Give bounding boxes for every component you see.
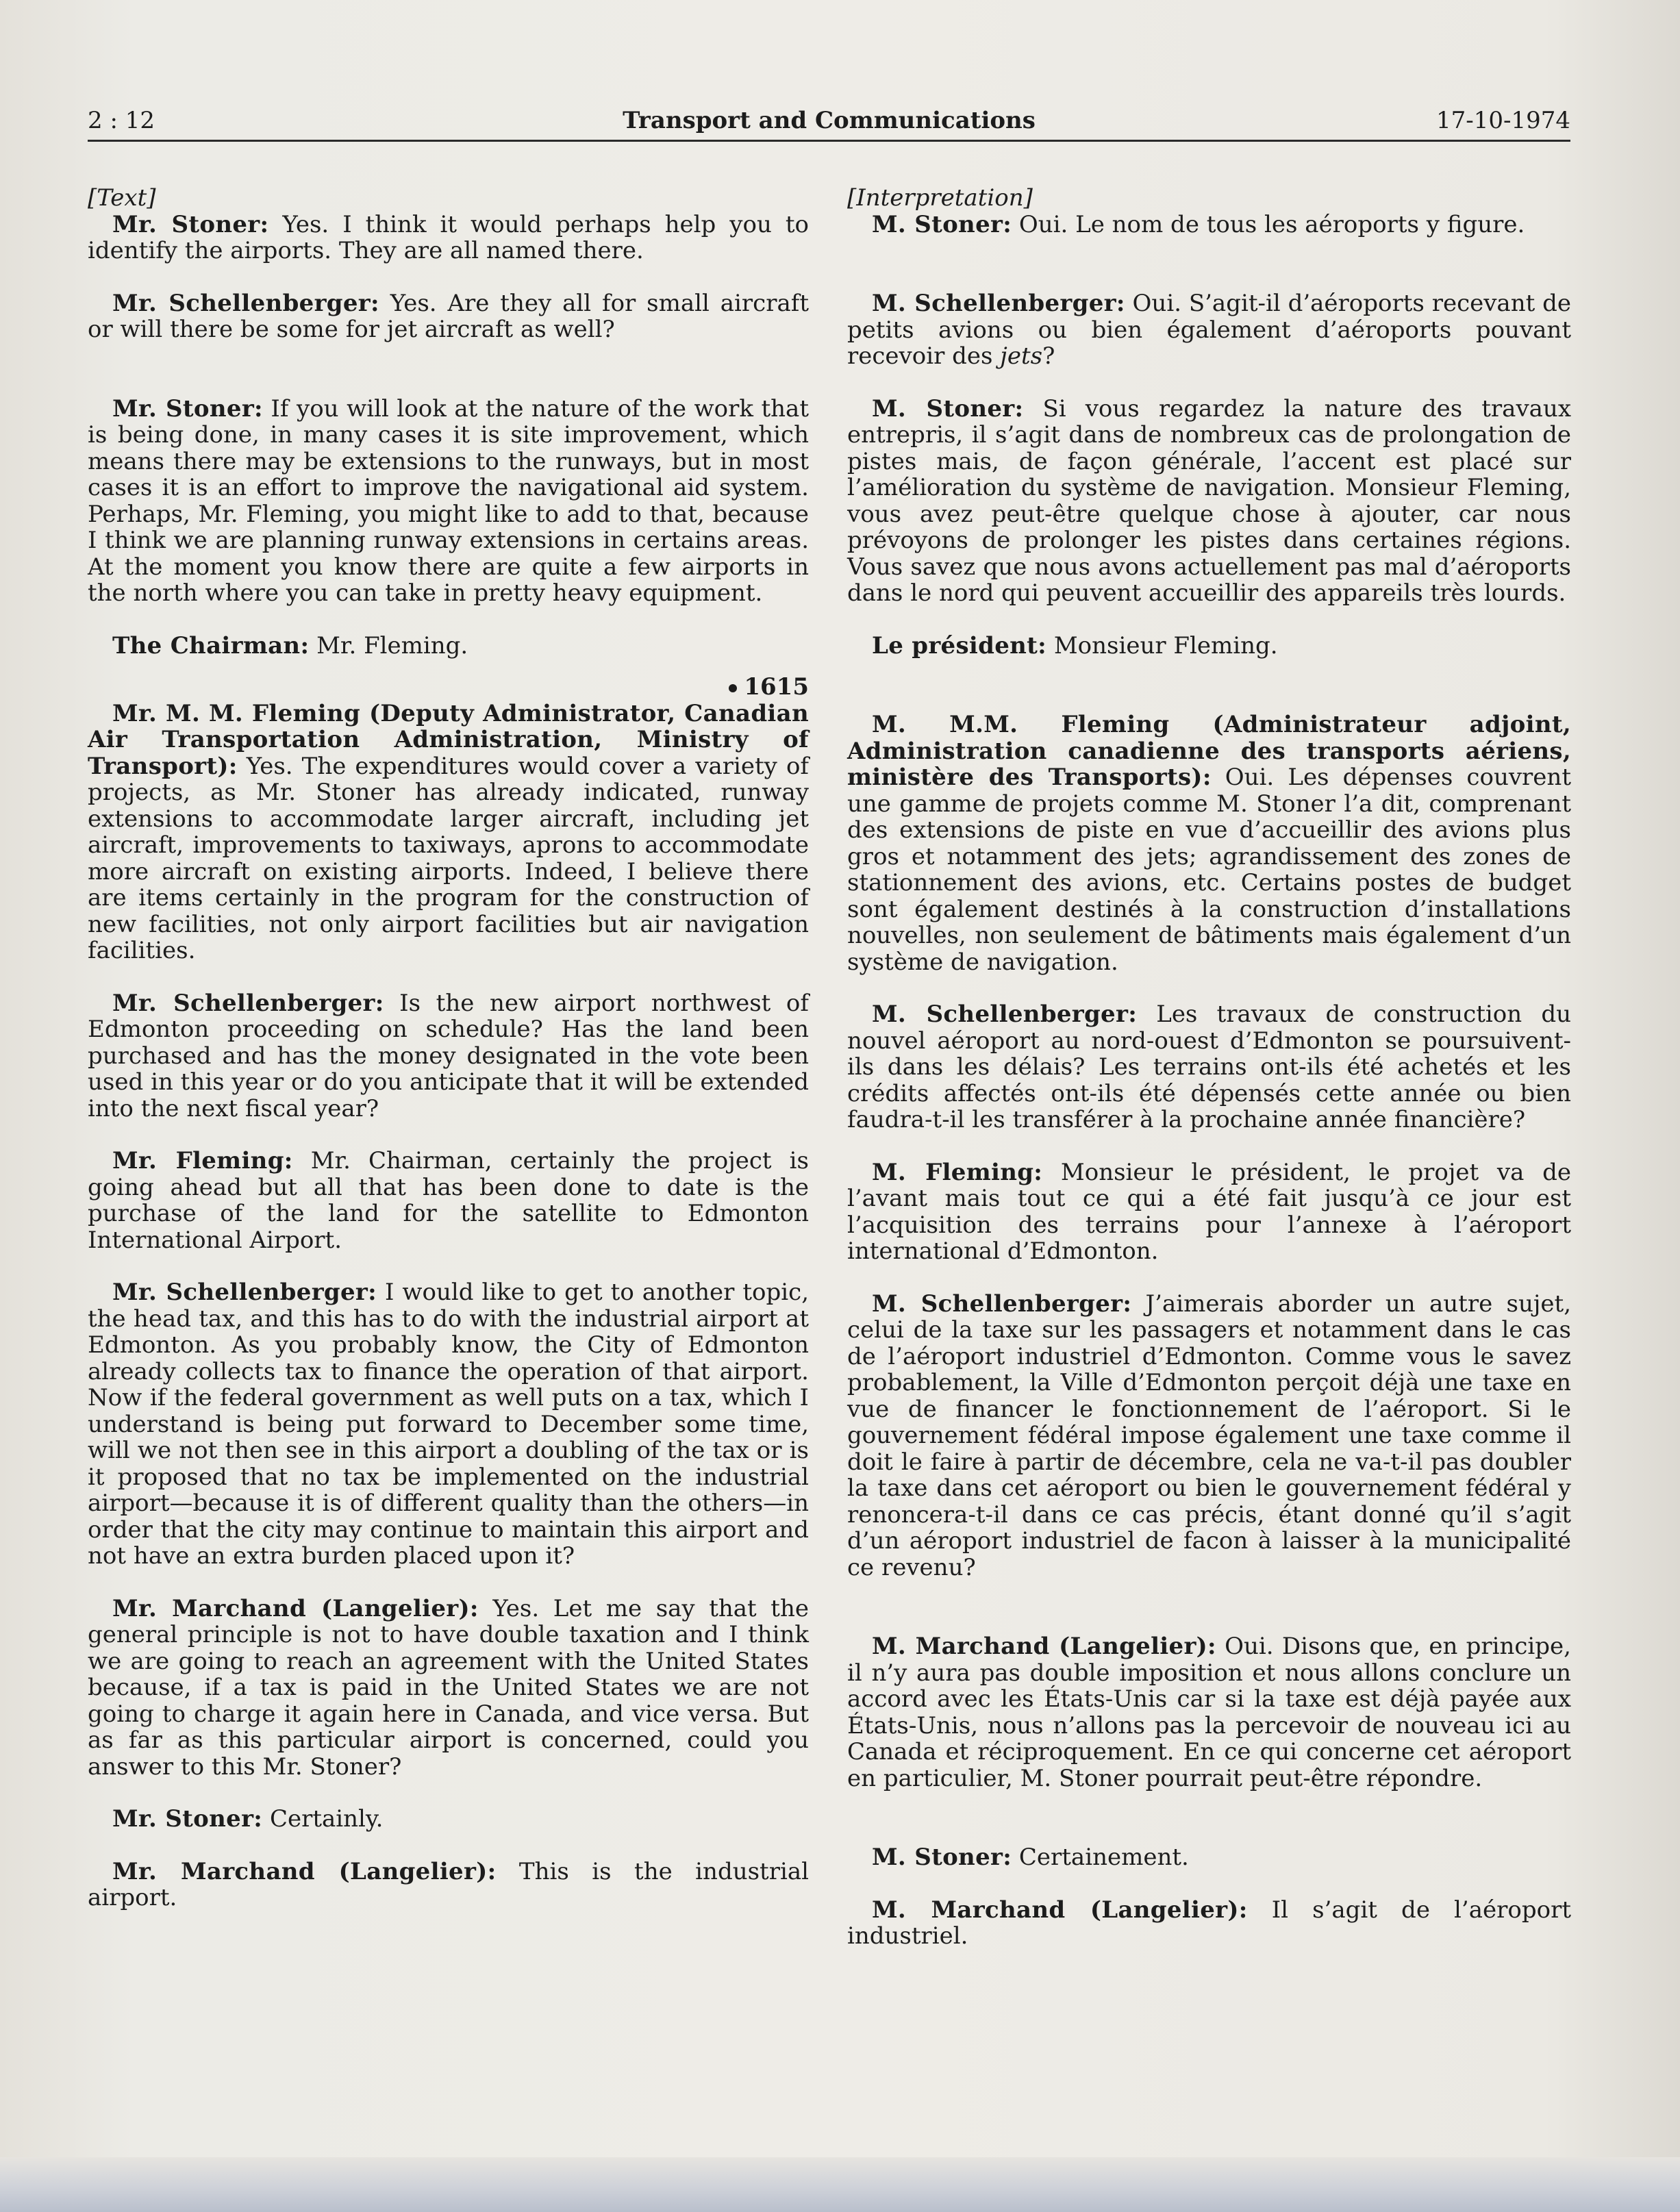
- speaker: Mr. Schellenberger:: [112, 1279, 377, 1306]
- paragraph: Le président: Monsieur Fleming.: [872, 631, 1278, 659]
- paragraph: M. Stoner: Si vous regardez la nature des travaux entrepris, il s’agit dans de nombreux cas de prolongation de pistes mais, de façon générale, l’accent est placé sur l’amélioration du système de navigation. Monsieur Fleming, vous avez peut-être quelque chose à ajouter, car nous prévoyons de prolonger les pistes dans certaines régions. Vous savez que nous avons actuellement pas mal d’aéroports dans le nord qui peuvent accueillir des appareils très lourds.: [847, 394, 1572, 607]
- paragraph: Mr. Fleming: Mr. Chairman, certainly the project is going ahead but all that has been done to date is the purchase of the land for the satellite to Edmonton International Airport.: [88, 1147, 809, 1254]
- speaker: M. Stoner:: [872, 394, 1024, 423]
- header-date: 17-10-1974: [1435, 107, 1570, 134]
- timestamp: 1615: [88, 674, 809, 701]
- paragraph: M. Schellenberger: Les travaux de construction du nouvel aéroport au nord-ouest d’Edmonton se poursuivent-ils dans les délais? Les terrains ont-ils été achetés et les crédits affectés ont-ils été dépensés cette année ou bien faudra-t-il les transférer à la prochaine année financière?: [847, 1001, 1571, 1133]
- speaker: Mr. Stoner:: [112, 394, 263, 423]
- page-bottom-edge: [0, 2157, 1680, 2212]
- paragraph: The Chairman: Mr. Fleming.: [112, 631, 468, 659]
- section-tag: [Text]: [88, 184, 156, 212]
- publication-title: Transport and Communications: [623, 107, 1036, 134]
- speaker: Mr. Fleming:: [112, 1147, 293, 1174]
- paragraph: M. Schellenberger: Oui. S’agit-il d’aéroports recevant de petits avions ou bien également d’aéroports pouvant recevoir des jets?: [847, 290, 1571, 370]
- paragraph: Mr. Stoner: Certainly.: [112, 1805, 384, 1833]
- paragraph: M. Marchand (Langelier): Oui. Disons que, en principe, il n’y aura pas double imposition et nous allons conclure un accord avec les États-Unis car si la taxe est déjà payée aux États-Unis, nous n’allons pas la percevoir de nouveau ici au Canada et réciproquement. En ce qui concerne cet aéroport en particulier, M. Stoner pourrait peut-être répondre.: [847, 1633, 1571, 1792]
- speaker: Mr. Marchand (Langelier):: [112, 1594, 479, 1622]
- speaker: M. Stoner:: [872, 210, 1012, 238]
- section-tag: [Interpretation]: [847, 184, 1033, 212]
- paragraph: M. Stoner: Oui. Le nom de tous les aéroports y figure.: [872, 210, 1525, 238]
- paragraph: M. Stoner: Certainement.: [872, 1844, 1189, 1871]
- page-number: 2 : 12: [88, 107, 155, 134]
- speaker: M. Marchand (Langelier):: [872, 1633, 1216, 1660]
- speaker: M. Schellenberger:: [872, 1290, 1132, 1318]
- speaker: Mr. Stoner:: [112, 210, 269, 238]
- speaker: M. Schellenberger:: [872, 1001, 1138, 1028]
- speaker: M. M.M. Fleming (Administrateur adjoint, Administration canadienne des transports aériens, ministère des Transports):: [847, 711, 1571, 791]
- paragraph: Mr. Stoner: Yes. I think it would perhaps help you to identify the airports. They are all named there.: [88, 210, 810, 264]
- speaker: Mr. Stoner:: [112, 1805, 263, 1833]
- speaker: Mr. Schellenberger:: [112, 989, 384, 1017]
- english-column: [88, 185, 809, 1911]
- speaker: Mr. M. M. Fleming (Deputy Administrator, Canadian Air Transportation Administration, Ministry of Transport):: [88, 699, 809, 780]
- speaker: M. Fleming:: [872, 1158, 1043, 1186]
- paragraph: M. Fleming: Monsieur le président, le projet va de l’avant mais tout ce qui a été fait jusqu’à ce jour est l’acquisition des terrains pour l’annexe à l’aéroport international d’Edmonton.: [847, 1158, 1572, 1265]
- paragraph: Mr. Schellenberger: I would like to get to another topic, the head tax, and this has to do with the industrial airport at Edmonton. As you probably know, the City of Edmonton already collects tax to finance the operation of that airport. Now if the federal government as well puts on a tax, which I understand is being put forward to December some time, will we not then see in this airport a doubling of the tax or is it proposed that no tax be implemented on the industrial airport—because it is of different quality than the others—in order that the city may continue to maintain this airport and not have an extra burden placed upon it?: [88, 1279, 810, 1570]
- speaker: M. Stoner:: [872, 1844, 1012, 1871]
- speaker: Mr. Schellenberger:: [112, 289, 379, 317]
- speaker: M. Schellenberger:: [872, 290, 1125, 317]
- bullet-icon: [729, 684, 737, 692]
- speaker: The Chairman:: [112, 631, 310, 659]
- paragraph: Mr. Schellenberger: Is the new airport northwest of Edmonton proceeding on schedule? Has the land been purchased and has the money designated in the vote been used in this year or do you anticipate that it will be extended into the next fiscal year?: [88, 989, 809, 1122]
- paragraph: Mr. M. M. Fleming (Deputy Administrator, Canadian Air Transportation Administration, Ministry of Transport): Yes. The expenditures would cover a variety of projects, as Mr. Stoner has already indicated, runway extensions to accommodate larger aircraft, including jet aircraft, improvements to taxiways, aprons to accommodate more aircraft on existing airports. Indeed, I believe there are items certainly in the program for the construction of new facilities, not only airport facilities but air navigation facilities.: [88, 699, 809, 964]
- speaker: Le président:: [872, 631, 1047, 659]
- paragraph: M. Schellenberger: J’aimerais aborder un autre sujet, celui de la taxe sur les passagers et notamment dans le cas de l’aéroport industriel d’Edmonton. Comme vous le savez probablement, la Ville d’Edmonton perçoit déjà une taxe en vue de financer le fonctionnement de l’aéroport. Si le gouvernement fédéral impose également une taxe comme il doit le faire à partir de décembre, cela ne va-t-il pas doubler la taxe dans cet aéroport ou bien le gouvernement fédéral y renoncera-t-il dans ce cas précis, étant donné qu’il s’agit d’un aéroport industriel de facon à laisser à la municipalité ce revenu?: [847, 1290, 1571, 1581]
- speaker: Mr. Marchand (Langelier):: [112, 1857, 497, 1885]
- running-header: [88, 103, 1570, 142]
- french-column: [847, 185, 1571, 1950]
- paragraph: M. M.M. Fleming (Administrateur adjoint, Administration canadienne des transports aériens, ministère des Transports): Oui. Les dépenses couvrent une gamme de projets comme M. Stoner l’a dit, comprenant des extensions de piste en vue d’accueillir des avions plus gros et notamment des jets; agrandissement des zones de stationnement des avions, etc. Certains postes de budget sont également destinés à la construction d’installations nouvelles, non seulement de bâtiments mais également d’un système de navigation.: [847, 711, 1571, 976]
- paragraph: Mr. Marchand (Langelier): This is the industrial airport.: [88, 1857, 809, 1911]
- paragraph: Mr. Stoner: If you will look at the nature of the work that is being done, in many cases it is site improvement, which means there may be extensions to the runways, but in most cases it is an effort to improve the navigational aid system. Perhaps, Mr. Fleming, you might like to add to that, because I think we are planning runway extensions in certains areas. At the moment you know there are quite a few airports in the north where you can take in pretty heavy equipment.: [88, 394, 809, 607]
- paragraph: M. Marchand (Langelier): Il s’agit de l’aéroport industriel.: [847, 1896, 1571, 1950]
- paragraph: Mr. Marchand (Langelier): Yes. Let me say that the general principle is not to have double taxation and I think we are going to reach an agreement with the United States because, if a tax is paid in the United States we are not going to charge it again here in Canada, and vice versa. But as far as this particular airport is concerned, could you answer to this Mr. Stoner?: [88, 1594, 809, 1781]
- speaker: M. Marchand (Langelier):: [872, 1896, 1248, 1924]
- paragraph: Mr. Schellenberger: Yes. Are they all for small aircraft or will there be some for jet aircraft as well?: [88, 289, 809, 343]
